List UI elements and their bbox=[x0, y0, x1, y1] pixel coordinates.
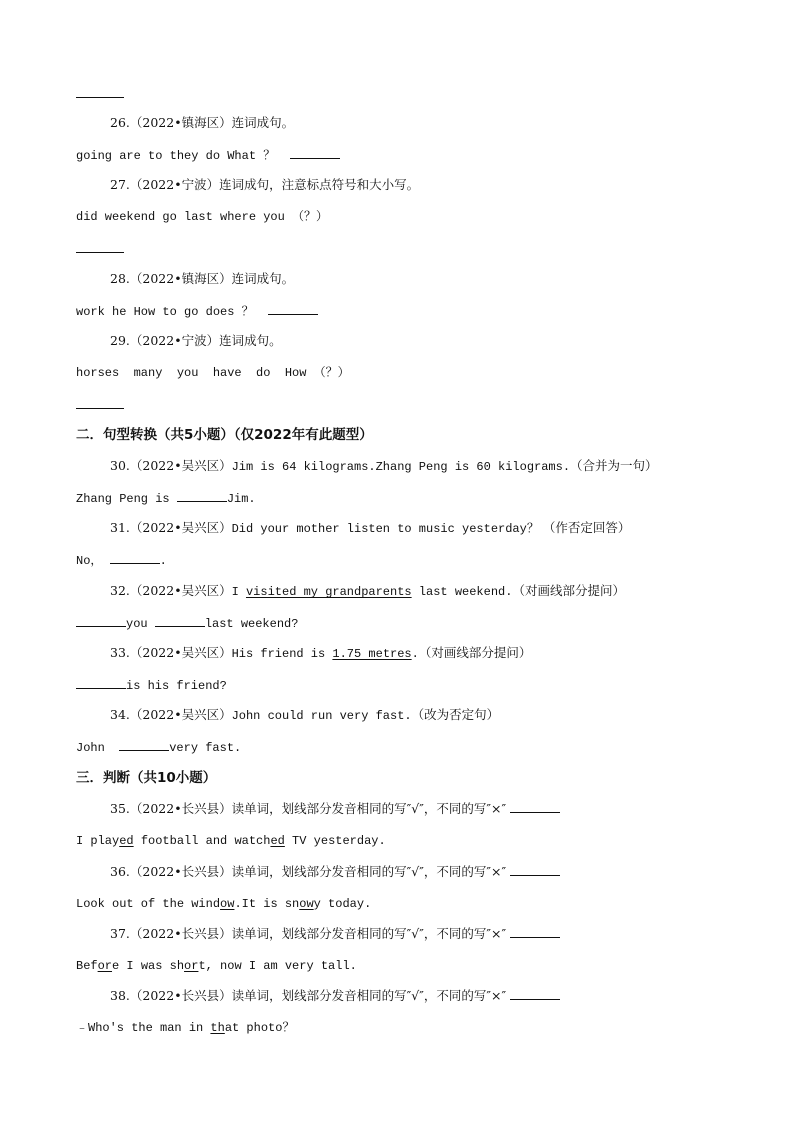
question-38: 38.（2022•长兴县）读单词，划线部分发音相同的写″√″，不同的写″×″ bbox=[110, 987, 560, 1005]
answer-blank[interactable] bbox=[155, 614, 205, 627]
section-heading-3: 三．判断（共10小题） bbox=[76, 770, 217, 786]
answer-blank[interactable] bbox=[268, 302, 318, 315]
answer-blank[interactable] bbox=[76, 676, 126, 689]
question-37: 37.（2022•长兴县）读单词，划线部分发音相同的写″√″，不同的写″×″ bbox=[110, 925, 560, 943]
question-26-words: going are to they do What ？ bbox=[76, 146, 340, 165]
underlined-phrase: 1.75 metres bbox=[332, 647, 412, 661]
question-33: 33.（2022•吴兴区）His friend is 1.75 metres.（对画线部分提问） bbox=[110, 645, 532, 661]
answer-blank[interactable] bbox=[76, 408, 124, 409]
answer-blank[interactable] bbox=[110, 551, 160, 564]
question-28: 28.（2022•镇海区）连词成句。 bbox=[110, 271, 295, 286]
question-38-sentence: ﹣Who's the man in that photo？ bbox=[76, 1021, 295, 1035]
question-30: 30.（2022•吴兴区）Jim is 64 kilograms.Zhang Peng is 60 kilograms.（合并为一句） bbox=[110, 458, 658, 474]
question-31-answer: No， . bbox=[76, 551, 167, 570]
question-29-words: horses many you have do How （？） bbox=[76, 366, 350, 380]
question-32: 32.（2022•吴兴区）I visited my grandparents last weekend.（对画线部分提问） bbox=[110, 583, 625, 599]
question-37-sentence: Before I was short, now I am very tall. bbox=[76, 959, 357, 973]
answer-blank[interactable] bbox=[290, 146, 340, 159]
question-36: 36.（2022•长兴县）读单词，划线部分发音相同的写″√″，不同的写″×″ bbox=[110, 863, 560, 881]
answer-blank[interactable] bbox=[510, 925, 560, 938]
underlined-phrase: visited my grandparents bbox=[245, 585, 412, 599]
question-34: 34.（2022•吴兴区）John could run very fast.（改为否定句） bbox=[110, 707, 500, 723]
question-35-sentence: I played football and watched TV yesterday. bbox=[76, 834, 386, 848]
question-33-answer: is his friend? bbox=[76, 676, 227, 695]
answer-blank[interactable] bbox=[510, 987, 560, 1000]
question-30-answer: Zhang Peng is Jim. bbox=[76, 489, 256, 508]
answer-blank[interactable] bbox=[76, 97, 124, 98]
answer-blank[interactable] bbox=[76, 252, 124, 253]
question-29: 29.（2022•宁波）连词成句。 bbox=[110, 333, 282, 348]
question-32-answer: you last weekend? bbox=[76, 614, 298, 633]
question-36-sentence: Look out of the window.It is snowy today. bbox=[76, 897, 372, 911]
section-heading-2: 二．句型转换（共5小题）（仅2022年有此题型） bbox=[76, 427, 373, 443]
question-35: 35.（2022•长兴县）读单词，划线部分发音相同的写″√″，不同的写″×″ bbox=[110, 800, 560, 818]
question-31: 31.（2022•吴兴区）Did your mother listen to music yesterday？ （作否定回答） bbox=[110, 520, 631, 536]
answer-blank[interactable] bbox=[76, 614, 126, 627]
answer-blank[interactable] bbox=[510, 800, 560, 813]
answer-blank[interactable] bbox=[177, 489, 227, 502]
answer-blank[interactable] bbox=[510, 863, 560, 876]
question-28-words: work he How to go does ？ bbox=[76, 302, 318, 321]
question-34-answer: John very fast. bbox=[76, 738, 241, 757]
question-27-words: did weekend go last where you （？） bbox=[76, 210, 329, 224]
question-27: 27.（2022•宁波）连词成句，注意标点符号和大小写。 bbox=[110, 177, 420, 192]
answer-blank[interactable] bbox=[119, 738, 169, 751]
question-26: 26.（2022•镇海区）连词成句。 bbox=[110, 115, 295, 130]
